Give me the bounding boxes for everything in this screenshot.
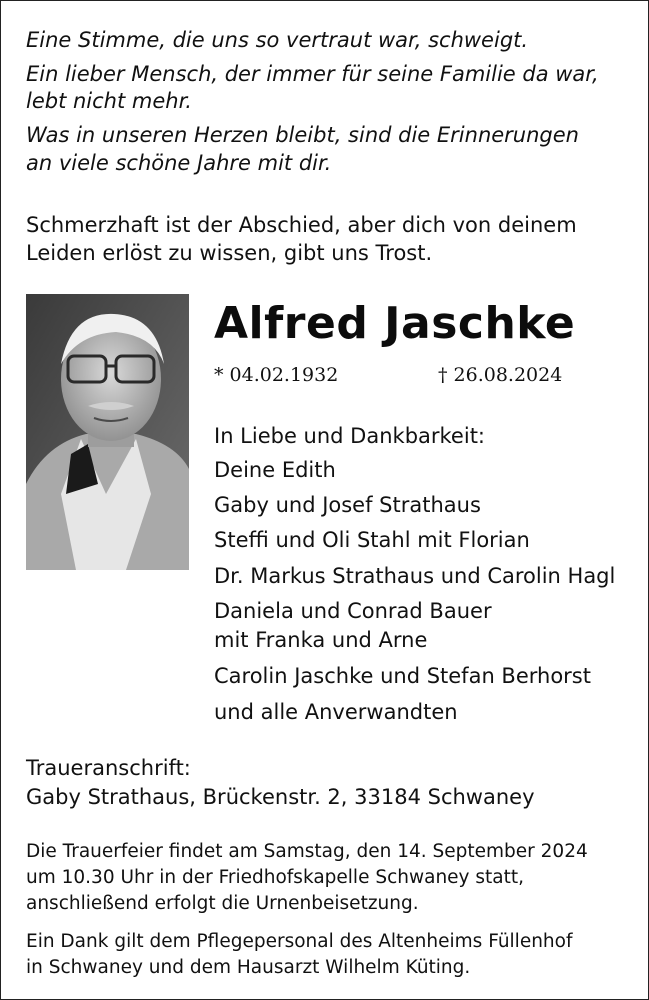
mourner-line: Daniela und Conrad Bauer — [214, 599, 492, 623]
death-date: † 26.08.2024 — [438, 364, 563, 386]
address-value: Gaby Strathaus, Brückenstr. 2, 33184 Schwaney — [26, 785, 535, 809]
thanks-line: Ein Dank gilt dem Pflegepersonal des Altenheims Füllenhof — [26, 931, 573, 952]
mourner-line: mit Franka und Arne — [214, 628, 428, 652]
deceased-name: Alfred Jaschke — [214, 298, 576, 349]
ceremony-line: Die Trauerfeier findet am Samstag, den 14. September 2024 — [26, 841, 588, 862]
verse-line: lebt nicht mehr. — [26, 89, 192, 113]
thanks-line: in Schwaney und dem Hausarzt Wilhelm Küting. — [26, 957, 471, 978]
portrait-photo — [26, 294, 189, 570]
mourner-line: Dr. Markus Strathaus und Carolin Hagl — [214, 564, 616, 588]
verse-line: an viele schöne Jahre mit dir. — [26, 151, 332, 175]
mourner-line: Gaby und Josef Strathaus — [214, 493, 481, 517]
portrait-image — [26, 294, 189, 570]
mourner-line: und alle Anverwandten — [214, 700, 458, 724]
mourner-line: Steffi und Oli Stahl mit Florian — [214, 528, 530, 552]
birth-date: * 04.02.1932 — [214, 364, 339, 386]
mourner-line: Deine Edith — [214, 458, 336, 482]
comfort-line: Schmerzhaft ist der Abschied, aber dich von deinem — [26, 213, 577, 237]
mourner-line: In Liebe und Dankbarkeit: — [214, 424, 486, 448]
comfort-line: Leiden erlöst zu wissen, gibt uns Trost. — [26, 241, 433, 265]
ceremony-line: anschließend erfolgt die Urnenbeisetzung. — [26, 893, 419, 914]
address-label: Traueranschrift: — [26, 756, 191, 780]
mourner-line: Carolin Jaschke und Stefan Berhorst — [214, 664, 591, 688]
verse-line: Eine Stimme, die uns so vertraut war, schweigt. — [26, 28, 529, 52]
verse-line: Ein lieber Mensch, der immer für seine Familie da war, — [26, 62, 599, 86]
verse-line: Was in unseren Herzen bleibt, sind die Erinnerungen — [26, 123, 579, 147]
ceremony-line: um 10.30 Uhr in der Friedhofskapelle Schwaney statt, — [26, 867, 524, 888]
